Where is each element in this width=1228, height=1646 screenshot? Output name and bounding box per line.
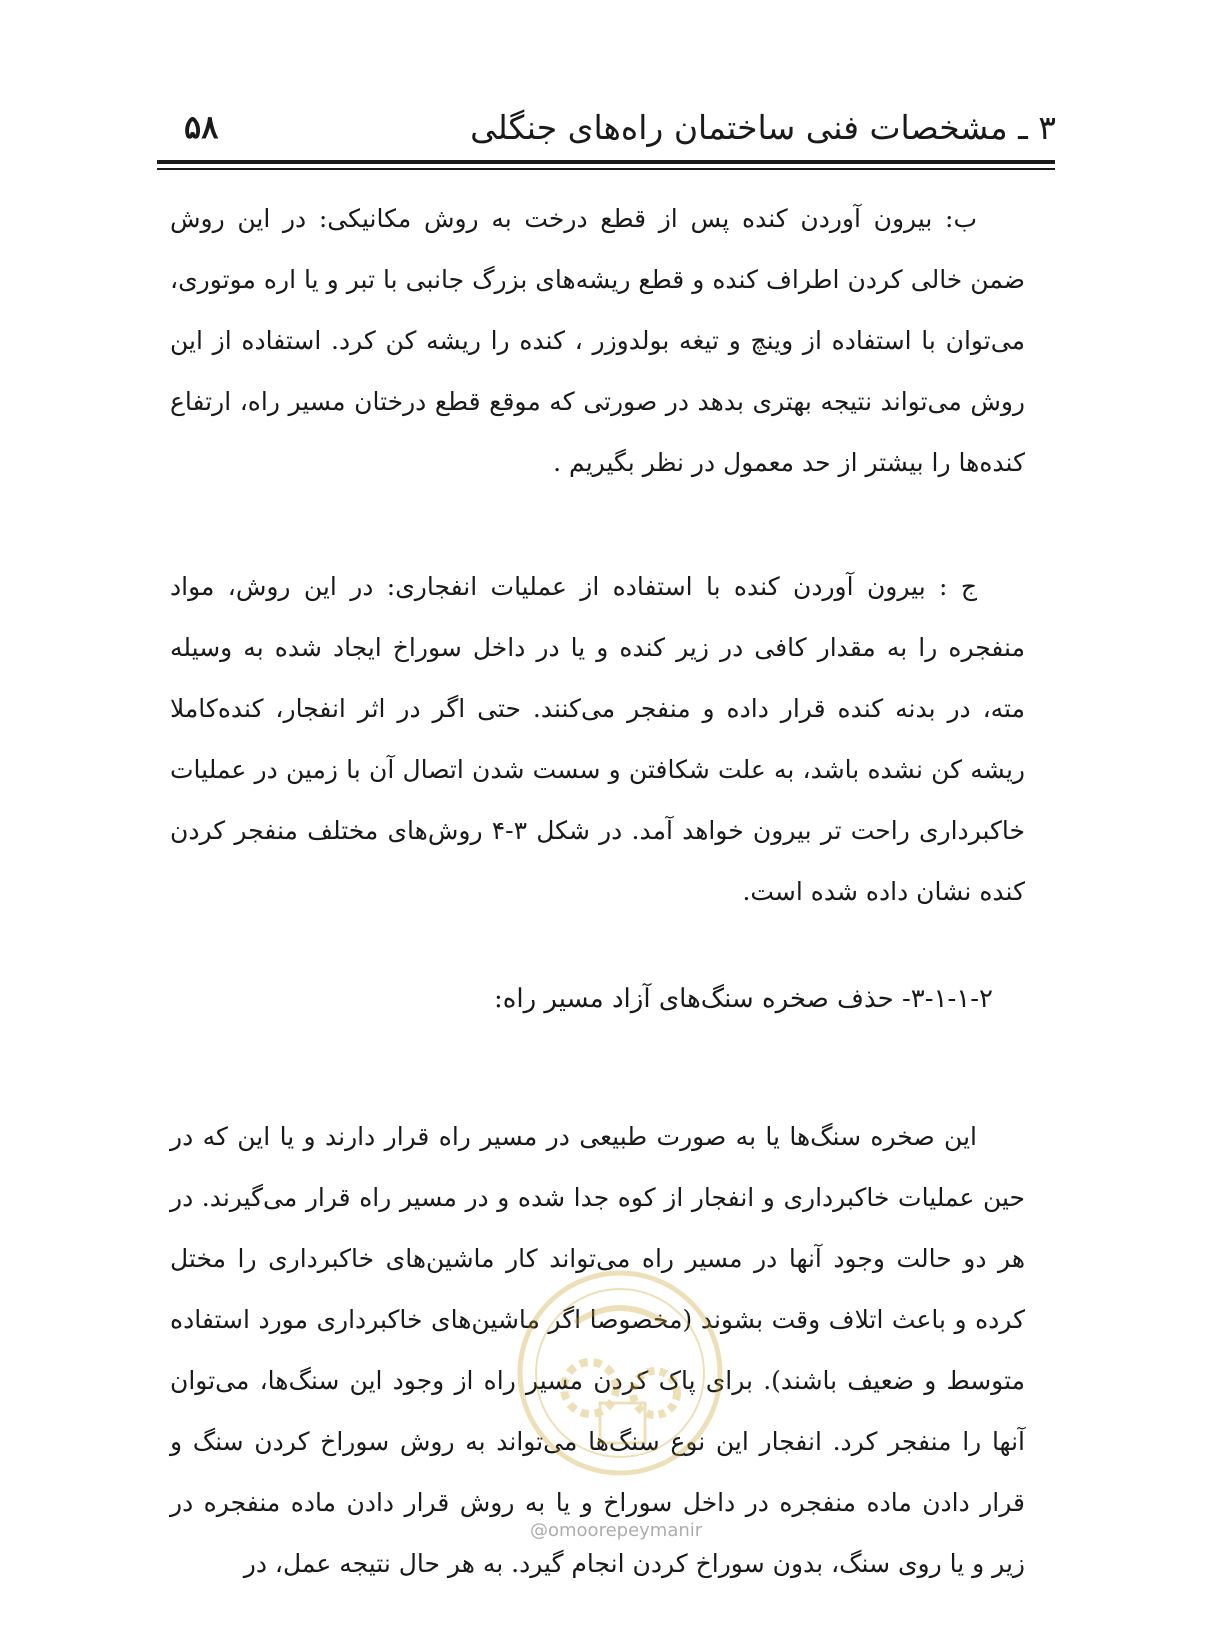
section-heading: ۳-۱-۱-۲- حذف صخره سنگ‌های آزاد مسیر راه: bbox=[493, 984, 993, 1014]
paragraph-explosive-removal: ج : بیرون آوردن کنده با استفاده از عملیات انفجاری: در این روش، مواد منفجره را به مقدار کافی در زیر کنده و یا در داخل سوراخ ایجاد شده به وسیله مته، در بدنه کنده قرار داده و منفجر می‌کنند. حتی اگر در اثر انفجار، کنده‌کاملا ریشه کن نشده باشد، به علت شکافتن و سست شدن اتصال آن با زمین در عملیات خاکبرداری راحت تر بیرون خواهد آمد. در شکل ۳-۴ روش‌های مختلف منفجر کردن کنده نشان داده شده است. bbox=[170, 572, 1025, 906]
header-rule-thin bbox=[157, 168, 1055, 170]
header-rule-thick bbox=[157, 160, 1055, 164]
chapter-title: ۳ ـ مشخصات فنی ساختمان راه‌های جنگلی bbox=[470, 108, 1056, 147]
page-header bbox=[152, 108, 1056, 152]
paragraph-rock-removal: این صخره سنگ‌ها یا به صورت طبیعی در مسیر راه قرار دارند و یا این که در حین عملیات خاکبرداری و انفجار از کوه جدا شده و در مسیر راه قرار می‌گیرند. در هر دو حالت وجود آنها در مسیر راه می‌تواند کار ماشین‌های خاکبرداری را مختل کرده و باعث اتلاف وقت بشوند (مخصوصا اگر ماشین‌های خاکبرداری مورد استفاده متوسط و ضعیف باشند). برای پاک کردن مسیر راه از وجود این سنگ‌ها، می‌توان آنها را منفجر کرد. انفجار این نوع سنگ‌ها می‌تواند به روش سوراخ کردن سنگ و قرار دادن ماده منفجره در داخل سوراخ و یا به روش قرار دادن ماده منفجره در زیر و یا روی سنگ، بدون سوراخ کردن انجام گیرد. به هر حال نتیجه عمل، در bbox=[170, 1122, 1025, 1578]
stamp-logo bbox=[515, 1268, 725, 1478]
watermark-handle: @omoorepeymanir bbox=[530, 1520, 703, 1541]
page-number: ۵۸ bbox=[184, 108, 219, 146]
paragraph-mechanical-removal: ب: بیرون آوردن کنده پس از قطع درخت به روش مکانیکی: در این روش ضمن خالی کردن اطراف کنده و قطع ریشه‌های بزرگ جانبی با تبر و یا اره موتوری، می‌توان با استفاده از وینچ و تیغه بولدوزر ، کنده را ریشه کن کرد. استفاده از این روش می‌تواند نتیجه بهتری بدهد در صورتی که موقع قطع درختان مسیر راه، ارتفاع کنده‌ها را بیشتر از حد معمول در نظر بگیریم . bbox=[170, 204, 1025, 477]
